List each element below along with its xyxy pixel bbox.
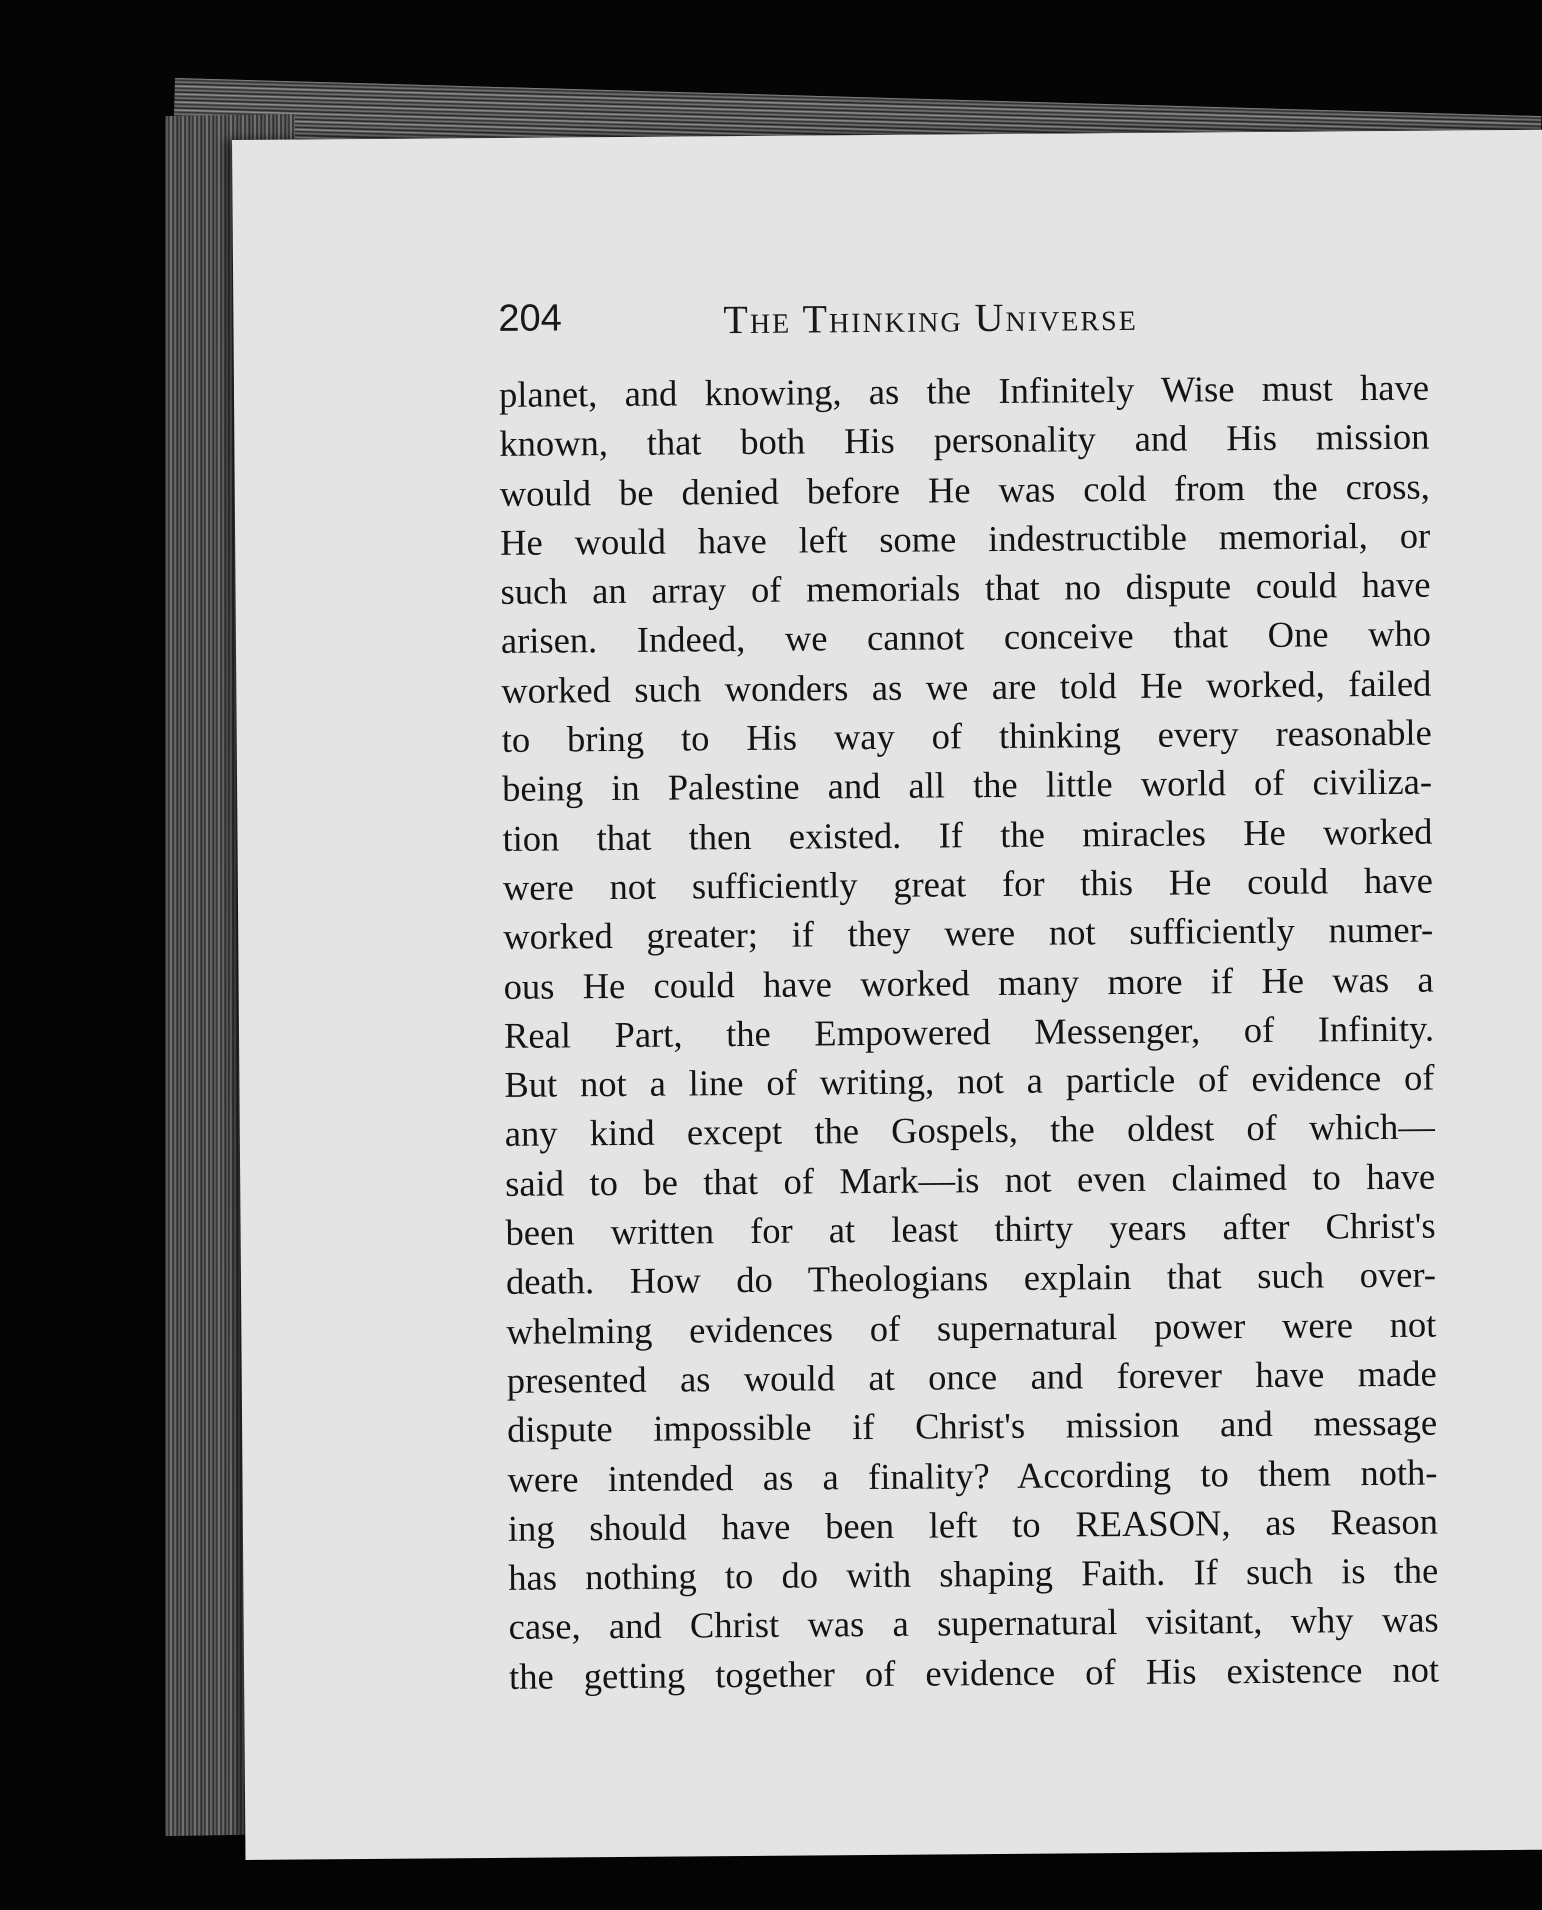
text-line: ing should have been left to REASON, as Reason: [507, 1500, 1439, 1549]
text-line: presented as would at once and forever have made: [506, 1352, 1437, 1401]
text-line: But not a line of writing, not a particle of evidence of: [504, 1056, 1435, 1106]
text-line: the getting together of evidence of His existence not: [508, 1648, 1440, 1697]
text-line: planet, and knowing, as the Infinitely Wise must have: [498, 366, 1430, 415]
text-line: arisen. Indeed, we cannot conceive that One who: [500, 613, 1432, 662]
text-line: case, and Christ was a supernatural visitant, why was: [508, 1598, 1439, 1648]
text-line: such an array of memorials that no dispute could have: [500, 563, 1431, 613]
text-line: whelming evidences of supernatural power were not: [506, 1303, 1437, 1352]
page-number: 204: [498, 297, 562, 340]
text-line: to bring to His way of thinking every reasonable: [501, 711, 1432, 760]
text-line: said to be that of Mark—is not even claimed to have: [505, 1155, 1436, 1204]
text-line: known, that both His personality and His mission: [499, 415, 1430, 465]
running-head: [498, 290, 1448, 357]
text-line: were intended as a finality? According to them noth-: [507, 1451, 1438, 1500]
text-line: He would have left some indestructible memorial, or: [500, 514, 1431, 563]
text-line: worked such wonders as we are told He worked, failed: [501, 662, 1432, 711]
text-line: Real Part, the Empowered Messenger, of Infinity.: [503, 1007, 1435, 1056]
text-line: were not sufficiently great for this He could have: [502, 859, 1434, 908]
body-text: [499, 363, 1439, 1701]
book-page: [232, 129, 1542, 1859]
text-line: worked greater; if they were not sufficiently numer-: [503, 908, 1434, 958]
text-line: would be denied before He was cold from the cross,: [499, 465, 1430, 514]
text-line: dispute impossible if Christ's mission and message: [506, 1401, 1438, 1451]
text-line: ous He could have worked many more if He was a: [503, 958, 1434, 1007]
text-line: being in Palestine and all the little world of civiliza-: [501, 760, 1433, 810]
text-line: has nothing to do with shaping Faith. If such is the: [508, 1549, 1439, 1598]
book-title: The Thinking Universe: [723, 293, 1138, 343]
text-line: death. How do Theologians explain that such over-: [505, 1253, 1437, 1303]
text-line: been written for at least thirty years after Christ's: [505, 1204, 1436, 1253]
text-line: tion that then existed. If the miracles He worked: [502, 810, 1433, 859]
text-line: any kind except the Gospels, the oldest of which—: [504, 1106, 1435, 1155]
